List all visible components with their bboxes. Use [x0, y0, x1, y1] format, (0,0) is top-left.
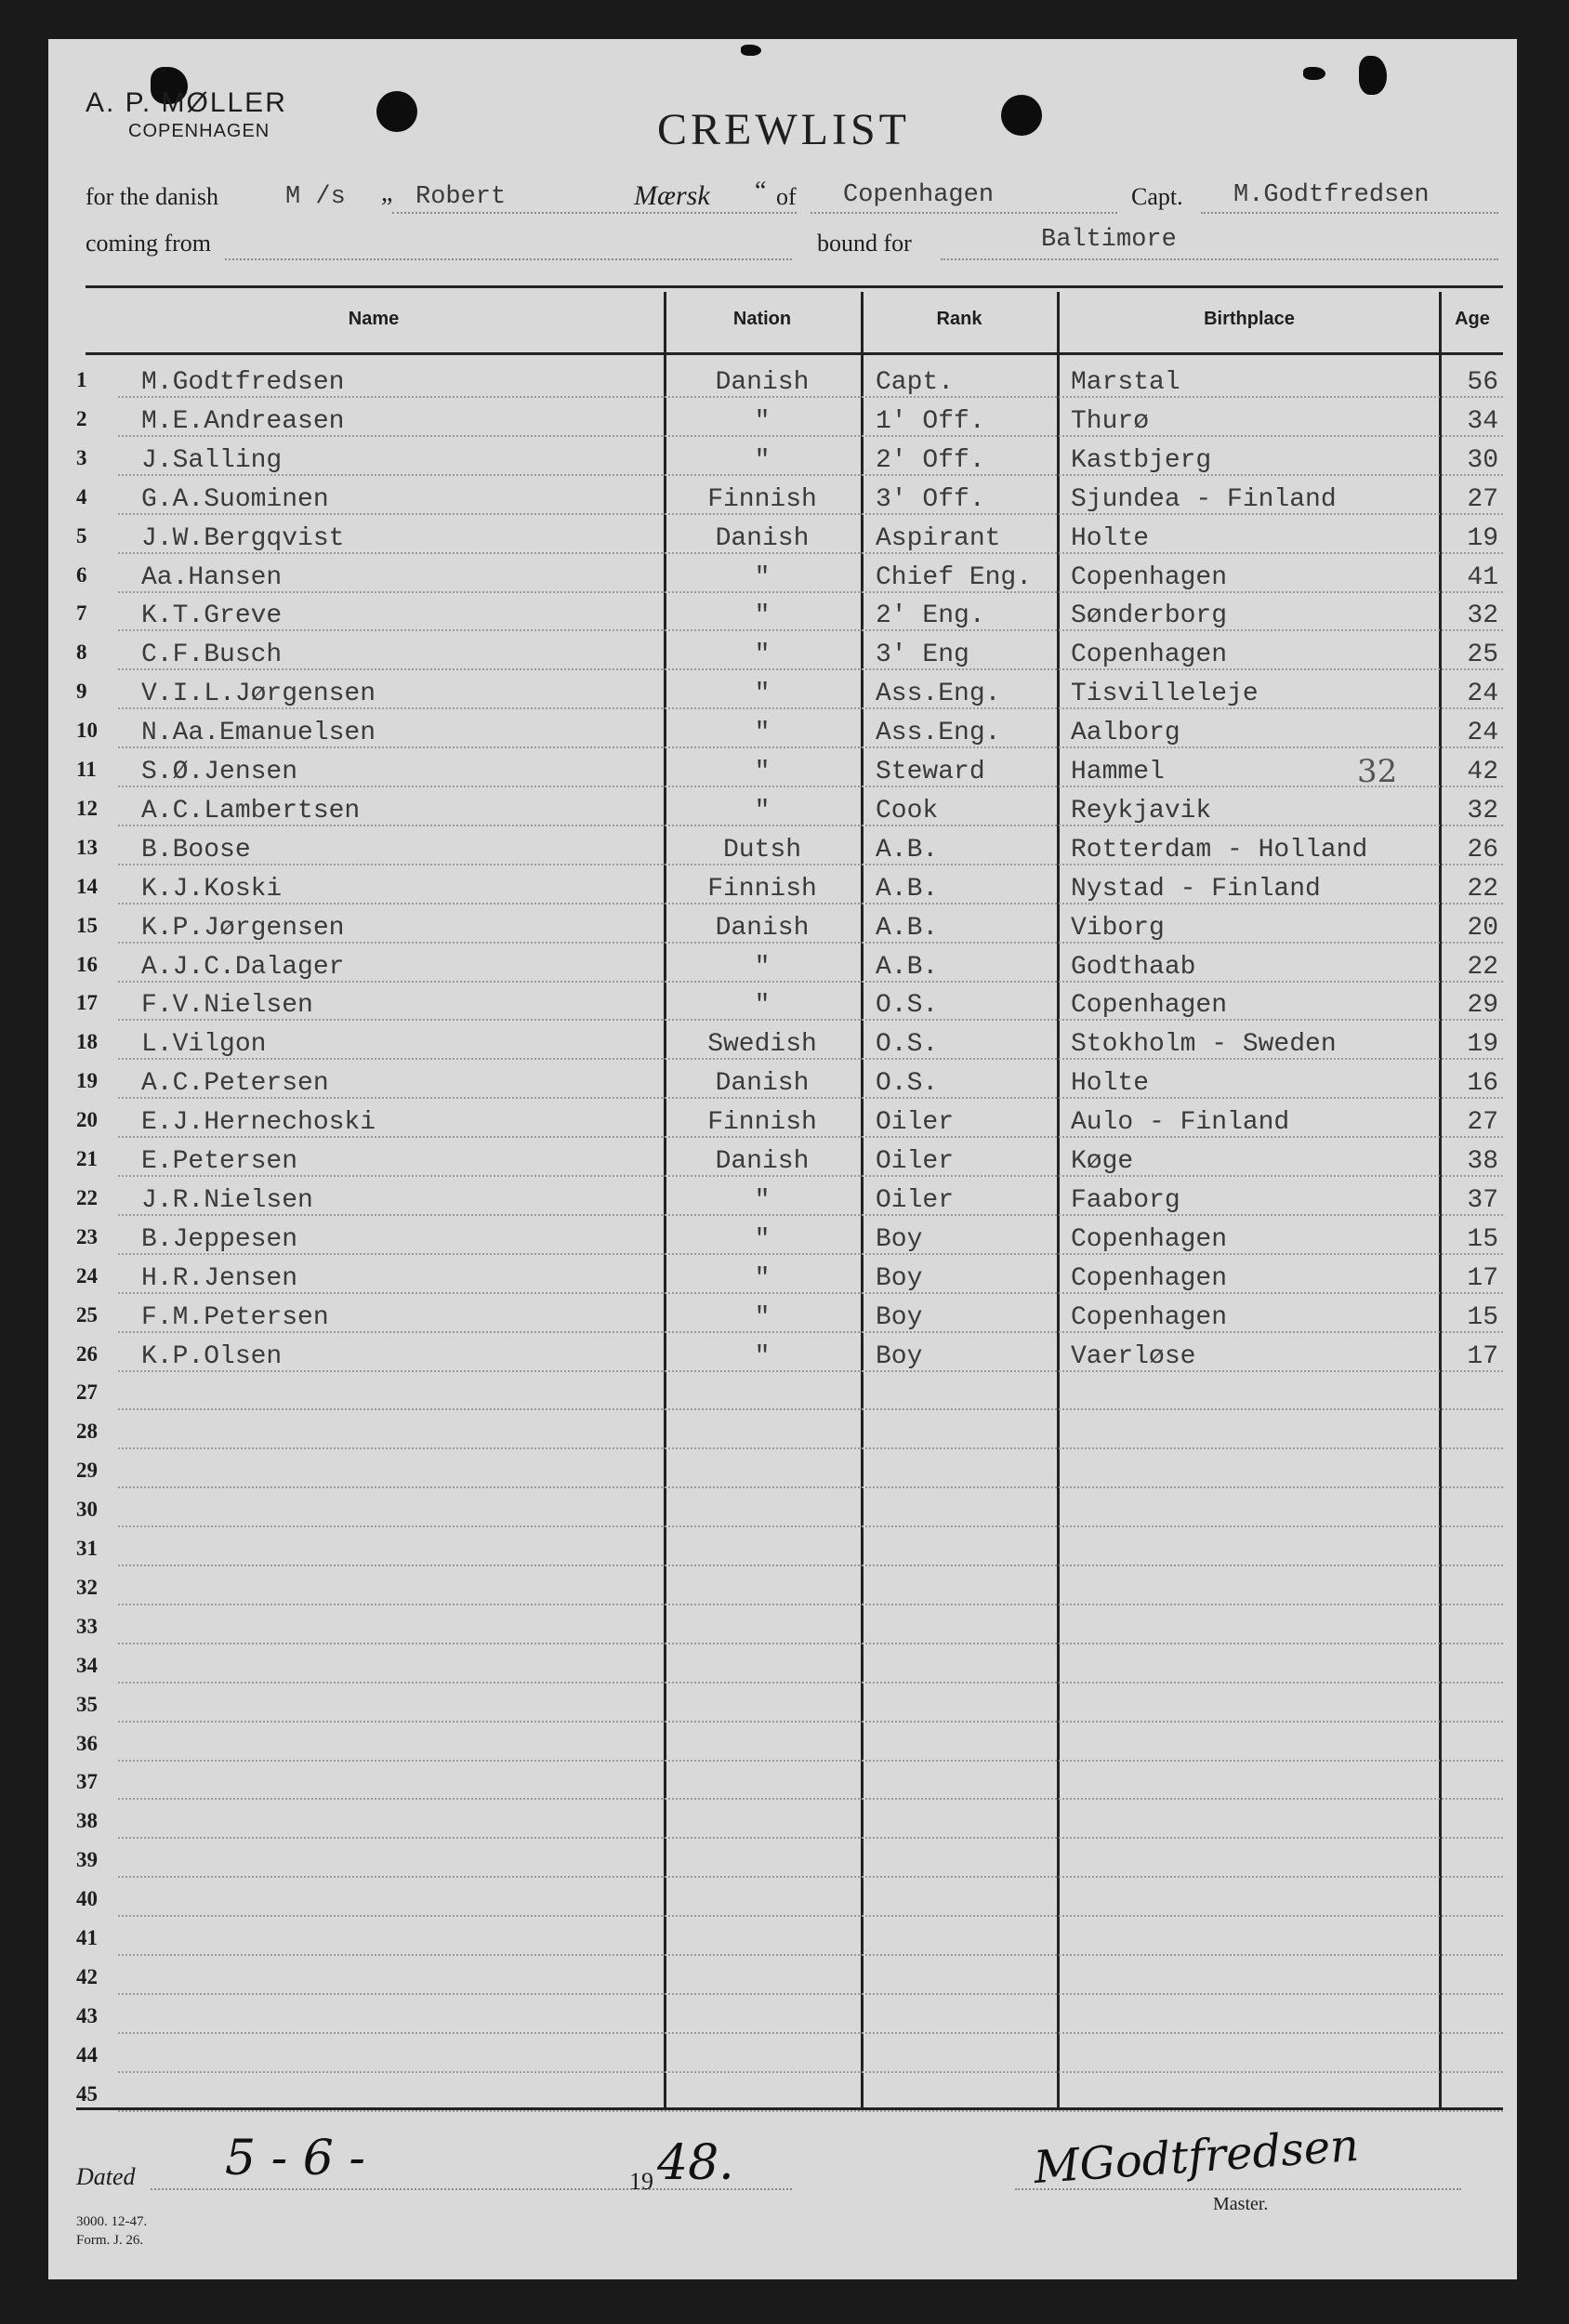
table-row — [48, 1726, 1517, 1765]
row-number: 37 — [76, 1770, 98, 1794]
row-number: 38 — [76, 1809, 98, 1833]
crew-name: E.J.Hernechoski — [141, 1108, 376, 1138]
crew-birthplace: Copenhagen — [1071, 1224, 1228, 1254]
row-number: 16 — [76, 952, 98, 976]
crew-age: 56 — [1467, 368, 1498, 397]
table-row — [48, 1531, 1517, 1570]
crew-nation: Danish — [715, 523, 810, 553]
row-number: 14 — [76, 874, 98, 898]
row-rule — [118, 1447, 1503, 1449]
table-row — [48, 1609, 1517, 1648]
table-row — [48, 908, 1517, 947]
crew-nation: " — [754, 1263, 771, 1293]
crew-nation: Danish — [715, 1147, 810, 1176]
crew-age: 24 — [1467, 680, 1498, 709]
row-number: 20 — [76, 1108, 98, 1132]
crew-name: S.Ø.Jensen — [141, 758, 298, 786]
table-row — [48, 1298, 1517, 1337]
table-row — [48, 1960, 1517, 1999]
crew-birthplace: Holte — [1071, 1069, 1150, 1099]
row-rule — [118, 1486, 1503, 1488]
coming-from-line — [225, 258, 792, 260]
row-number: 23 — [76, 1224, 98, 1248]
table-row — [48, 1803, 1517, 1842]
crew-rank: Chief Eng. — [876, 562, 1033, 592]
row-rule — [118, 1682, 1503, 1684]
crew-age: 17 — [1467, 1263, 1498, 1293]
crew-age: 34 — [1467, 406, 1498, 436]
table-row — [48, 985, 1517, 1024]
row-number: 8 — [76, 640, 87, 665]
coming-from-label: coming from — [86, 230, 212, 257]
table-row — [48, 1024, 1517, 1063]
row-number: 21 — [76, 1147, 98, 1170]
crew-rank: Oiler — [876, 1147, 955, 1176]
captain-name: M.Godtfredsen — [1233, 181, 1430, 209]
table-row — [48, 363, 1517, 402]
crew-nation: " — [754, 1302, 771, 1332]
row-number: 28 — [76, 1419, 98, 1444]
crew-list-document — [48, 39, 1517, 2279]
row-rule — [118, 1643, 1503, 1644]
row-number: 7 — [76, 601, 87, 626]
crew-age: 22 — [1467, 952, 1498, 982]
row-number: 2 — [76, 406, 87, 430]
row-rule — [118, 2032, 1503, 2034]
vessel-line — [392, 212, 797, 214]
table-header-rule — [86, 352, 1503, 355]
table-row — [48, 1375, 1517, 1414]
table-row — [48, 1882, 1517, 1921]
crew-rank: Boy — [876, 1263, 923, 1293]
crew-birthplace: Copenhagen — [1071, 1302, 1228, 1332]
crew-age: 19 — [1467, 523, 1498, 553]
row-rule — [118, 1798, 1503, 1800]
punch-hole-left — [376, 91, 417, 132]
table-row — [48, 1259, 1517, 1298]
crew-name: K.J.Koski — [141, 874, 283, 904]
table-row — [48, 1453, 1517, 1492]
crew-name: F.M.Petersen — [141, 1302, 329, 1332]
crew-birthplace: Holte — [1071, 523, 1150, 553]
row-rule — [118, 1604, 1503, 1605]
row-rule — [118, 1993, 1503, 1995]
crew-name: F.V.Nielsen — [141, 991, 313, 1021]
row-number: 27 — [76, 1380, 98, 1405]
table-row — [48, 1842, 1517, 1882]
crew-age: 27 — [1467, 1108, 1498, 1138]
row-rule — [118, 1408, 1503, 1410]
row-number: 43 — [76, 2003, 98, 2027]
bound-for-label: bound for — [817, 230, 912, 257]
crew-age: 16 — [1467, 1069, 1498, 1099]
row-rule — [118, 1837, 1503, 1839]
crew-name: V.I.L.Jørgensen — [141, 680, 376, 709]
crew-birthplace: Godthaab — [1071, 952, 1196, 982]
crew-rank: 1' Off. — [876, 406, 985, 436]
row-number: 13 — [76, 835, 98, 859]
ink-blot-right-small — [1303, 67, 1325, 80]
crew-birthplace: Kastbjerg — [1071, 445, 1212, 475]
crew-birthplace: Copenhagen — [1071, 991, 1228, 1021]
row-rule — [118, 2110, 1503, 2112]
year-handwritten: 48. — [657, 2135, 734, 2191]
table-row — [48, 1103, 1517, 1142]
column-header-name: Name — [348, 309, 400, 329]
crew-rank: 3' Off. — [876, 484, 985, 514]
row-rule — [118, 1915, 1503, 1917]
crew-birthplace: Copenhagen — [1071, 562, 1228, 592]
crew-name: K.P.Jørgensen — [141, 913, 345, 943]
master-signature: MGodtfredsen — [1032, 2119, 1361, 2195]
crew-age: 30 — [1467, 445, 1498, 475]
crew-rank: Boy — [876, 1341, 923, 1371]
vessel-name-typed: Robert — [415, 183, 507, 211]
capt-label: Capt. — [1131, 183, 1183, 210]
table-row — [48, 1181, 1517, 1220]
row-number: 24 — [76, 1263, 98, 1287]
row-rule — [118, 1760, 1503, 1762]
crew-rank: Boy — [876, 1302, 923, 1332]
table-row — [48, 2038, 1517, 2077]
row-number: 42 — [76, 1964, 98, 1988]
crew-nation: Finnish — [707, 484, 817, 514]
crew-rank: 3' Eng — [876, 640, 969, 670]
crew-name: K.P.Olsen — [141, 1341, 283, 1371]
crew-rank: Oiler — [876, 1108, 955, 1138]
crew-birthplace: Faaborg — [1071, 1185, 1180, 1215]
crew-birthplace: Tisvilleleje — [1071, 680, 1259, 709]
table-row — [48, 1999, 1517, 2038]
crew-name: A.J.C.Dalager — [141, 952, 345, 982]
table-row — [48, 480, 1517, 519]
for-label: for the danish — [86, 183, 218, 210]
table-row — [48, 1220, 1517, 1259]
crew-age: 19 — [1467, 1030, 1498, 1060]
port: Copenhagen — [843, 181, 995, 209]
crew-name: L.Vilgon — [141, 1030, 267, 1060]
crew-birthplace: Marstal — [1071, 368, 1180, 397]
table-row — [48, 596, 1517, 635]
crew-nation: " — [754, 1185, 771, 1215]
crew-nation: Dutsh — [722, 835, 801, 865]
crew-birthplace: Køge — [1071, 1147, 1134, 1176]
row-number: 17 — [76, 991, 98, 1015]
crew-age: 32 — [1467, 796, 1498, 825]
row-rule — [118, 1721, 1503, 1723]
table-row — [48, 674, 1517, 713]
row-number: 9 — [76, 680, 87, 704]
crew-nation: " — [754, 562, 771, 592]
dated-label: Dated — [76, 2163, 136, 2190]
crew-nation: " — [754, 952, 771, 982]
form-code-1: 3000. 12-47. — [76, 2214, 148, 2229]
crew-age: 25 — [1467, 640, 1498, 670]
punch-hole-right — [1001, 95, 1042, 136]
crew-name: A.C.Petersen — [141, 1069, 329, 1099]
crew-age: 20 — [1467, 913, 1498, 943]
row-rule — [118, 1876, 1503, 1878]
table-row — [48, 1687, 1517, 1726]
row-number: 32 — [76, 1575, 98, 1599]
crew-birthplace: Rotterdam - Holland — [1071, 835, 1368, 865]
year-printed: 19 — [629, 2168, 653, 2195]
table-row — [48, 752, 1517, 791]
crew-nation: " — [754, 445, 771, 475]
close-quote: “ — [755, 177, 767, 205]
crew-rank: Capt. — [876, 368, 955, 397]
crew-rank: 2' Eng. — [876, 601, 985, 631]
table-row — [48, 1063, 1517, 1103]
row-number: 12 — [76, 796, 98, 820]
row-number: 40 — [76, 1887, 98, 1911]
crew-nation: " — [754, 640, 771, 670]
table-row — [48, 947, 1517, 986]
row-number: 30 — [76, 1498, 98, 1522]
crew-nation: Danish — [715, 368, 810, 397]
crew-birthplace: Aulo - Finland — [1071, 1108, 1290, 1138]
date-handwritten: 5 - 6 - — [225, 2131, 365, 2186]
crew-birthplace: Viborg — [1071, 913, 1165, 943]
crew-rank: Boy — [876, 1224, 923, 1254]
bound-for-value: Baltimore — [1041, 226, 1177, 254]
table-row — [48, 1414, 1517, 1453]
crew-name: N.Aa.Emanuelsen — [141, 719, 376, 748]
crew-rank: Ass.Eng. — [876, 719, 1001, 748]
crew-name: M.Godtfredsen — [141, 368, 345, 397]
crew-rank: Cook — [876, 796, 939, 825]
crew-name: H.R.Jensen — [141, 1263, 298, 1293]
row-number: 6 — [76, 562, 87, 587]
crew-name: E.Petersen — [141, 1147, 298, 1176]
crew-nation: " — [754, 758, 771, 786]
row-number: 35 — [76, 1692, 98, 1716]
crew-name: B.Boose — [141, 835, 251, 865]
table-row — [48, 558, 1517, 597]
row-number: 34 — [76, 1653, 98, 1677]
handwritten-annotation: 32 — [1357, 753, 1398, 790]
table-row — [48, 1570, 1517, 1609]
crew-rank: Oiler — [876, 1185, 955, 1215]
crew-nation: " — [754, 1341, 771, 1371]
crew-rank: O.S. — [876, 991, 939, 1021]
crew-nation: " — [754, 601, 771, 631]
row-rule — [118, 1565, 1503, 1566]
column-header-birthplace: Birthplace — [1204, 309, 1295, 329]
crew-birthplace: Reykjavik — [1071, 796, 1212, 825]
row-number: 5 — [76, 523, 87, 548]
row-number: 22 — [76, 1185, 98, 1209]
crew-birthplace: Nystad - Finland — [1071, 874, 1321, 904]
open-quote: „ — [381, 178, 393, 207]
table-row — [48, 1492, 1517, 1531]
crew-nation: Finnish — [707, 874, 817, 904]
row-rule — [118, 1525, 1503, 1527]
crew-age: 38 — [1467, 1147, 1498, 1176]
crew-birthplace: Stokholm - Sweden — [1071, 1030, 1337, 1060]
row-number: 26 — [76, 1341, 98, 1366]
master-label: Master. — [1213, 2194, 1269, 2214]
table-top-rule — [86, 285, 1503, 288]
crew-nation: Swedish — [707, 1030, 817, 1060]
crew-nation: Finnish — [707, 1108, 817, 1138]
row-rule — [118, 1954, 1503, 1956]
crew-rank: O.S. — [876, 1030, 939, 1060]
crew-name: G.A.Suominen — [141, 484, 329, 514]
crew-age: 22 — [1467, 874, 1498, 904]
row-number: 31 — [76, 1537, 98, 1560]
crew-name: K.T.Greve — [141, 601, 283, 631]
row-number: 29 — [76, 1459, 98, 1483]
crew-rank: Steward — [876, 758, 985, 786]
table-row — [48, 1648, 1517, 1687]
table-row — [48, 441, 1517, 480]
table-row — [48, 635, 1517, 674]
column-header-nation: Nation — [732, 309, 792, 329]
row-number: 45 — [76, 2081, 98, 2106]
column-header-rank: Rank — [936, 309, 982, 329]
crew-rank: A.B. — [876, 874, 939, 904]
row-number: 41 — [76, 1926, 98, 1949]
table-row — [48, 830, 1517, 869]
crew-rank: Ass.Eng. — [876, 680, 1001, 709]
crew-rank: A.B. — [876, 913, 939, 943]
form-title: CREWLIST — [657, 105, 910, 154]
table-row — [48, 869, 1517, 908]
table-row — [48, 1337, 1517, 1376]
row-number: 36 — [76, 1731, 98, 1755]
crew-age: 17 — [1467, 1341, 1498, 1371]
vessel-type: M /s — [285, 183, 346, 211]
crew-birthplace: Vaerløse — [1071, 1341, 1196, 1371]
bound-for-line — [941, 258, 1498, 260]
table-row — [48, 402, 1517, 441]
ink-blot-right — [1359, 56, 1387, 95]
table-row — [48, 1142, 1517, 1181]
crew-age: 29 — [1467, 991, 1498, 1021]
crew-age: 15 — [1467, 1224, 1498, 1254]
crew-birthplace: Thurø — [1071, 406, 1150, 436]
table-row — [48, 2077, 1517, 2116]
table-row — [48, 519, 1517, 558]
crew-age: 15 — [1467, 1302, 1498, 1332]
crew-nation: " — [754, 991, 771, 1021]
crew-rank: O.S. — [876, 1069, 939, 1099]
crew-age: 41 — [1467, 562, 1498, 592]
table-row — [48, 713, 1517, 752]
crew-age: 42 — [1467, 758, 1498, 786]
row-number: 4 — [76, 484, 87, 508]
crew-name: J.R.Nielsen — [141, 1185, 313, 1215]
crew-name: J.Salling — [141, 445, 283, 475]
table-row — [48, 1921, 1517, 1960]
crew-rank: A.B. — [876, 952, 939, 982]
column-header-age: Age — [1455, 309, 1490, 329]
crew-birthplace: Sjundea - Finland — [1071, 484, 1337, 514]
crew-rank: A.B. — [876, 835, 939, 865]
row-number: 10 — [76, 719, 98, 743]
crew-birthplace: Hammel — [1071, 758, 1165, 786]
row-number: 11 — [76, 758, 97, 781]
crew-nation: " — [754, 719, 771, 748]
crew-age: 37 — [1467, 1185, 1498, 1215]
crew-birthplace: Sønderborg — [1071, 601, 1228, 631]
form-code-2: Form. J. 26. — [76, 2233, 144, 2248]
table-row — [48, 791, 1517, 830]
crew-rank: Aspirant — [876, 523, 1001, 553]
crew-age: 32 — [1467, 601, 1498, 631]
row-number: 25 — [76, 1302, 98, 1327]
row-number: 44 — [76, 2042, 98, 2067]
row-number: 18 — [76, 1030, 98, 1054]
crew-rank: 2' Off. — [876, 445, 985, 475]
row-rule — [118, 2071, 1503, 2073]
row-number: 33 — [76, 1614, 98, 1638]
crew-age: 27 — [1467, 484, 1498, 514]
row-number: 1 — [76, 368, 87, 391]
crew-nation: " — [754, 796, 771, 825]
vessel-name-printed: Mærsk — [634, 180, 710, 211]
company-city: COPENHAGEN — [128, 121, 270, 141]
crew-nation: Danish — [715, 1069, 810, 1099]
of-label: of — [776, 183, 797, 210]
crew-name: A.C.Lambertsen — [141, 796, 361, 825]
crew-birthplace: Copenhagen — [1071, 640, 1228, 670]
row-number: 3 — [76, 445, 87, 469]
captain-line — [1201, 212, 1498, 214]
crew-age: 24 — [1467, 719, 1498, 748]
crew-nation: " — [754, 680, 771, 709]
row-number: 15 — [76, 913, 98, 937]
crew-nation: " — [754, 1224, 771, 1254]
ink-blot-top — [741, 45, 761, 56]
crew-nation: " — [754, 406, 771, 436]
crew-birthplace: Aalborg — [1071, 719, 1180, 748]
crew-age: 26 — [1467, 835, 1498, 865]
crew-name: B.Jeppesen — [141, 1224, 298, 1254]
crew-name: J.W.Bergqvist — [141, 523, 345, 553]
row-number: 39 — [76, 1848, 98, 1872]
port-line — [811, 212, 1117, 214]
crew-name: C.F.Busch — [141, 640, 283, 670]
row-number: 19 — [76, 1069, 98, 1093]
table-row — [48, 1764, 1517, 1803]
crew-birthplace: Copenhagen — [1071, 1263, 1228, 1293]
company-name: A. P. MØLLER — [86, 87, 287, 118]
crew-name: M.E.Andreasen — [141, 406, 345, 436]
crew-nation: Danish — [715, 913, 810, 943]
crew-name: Aa.Hansen — [141, 562, 283, 592]
